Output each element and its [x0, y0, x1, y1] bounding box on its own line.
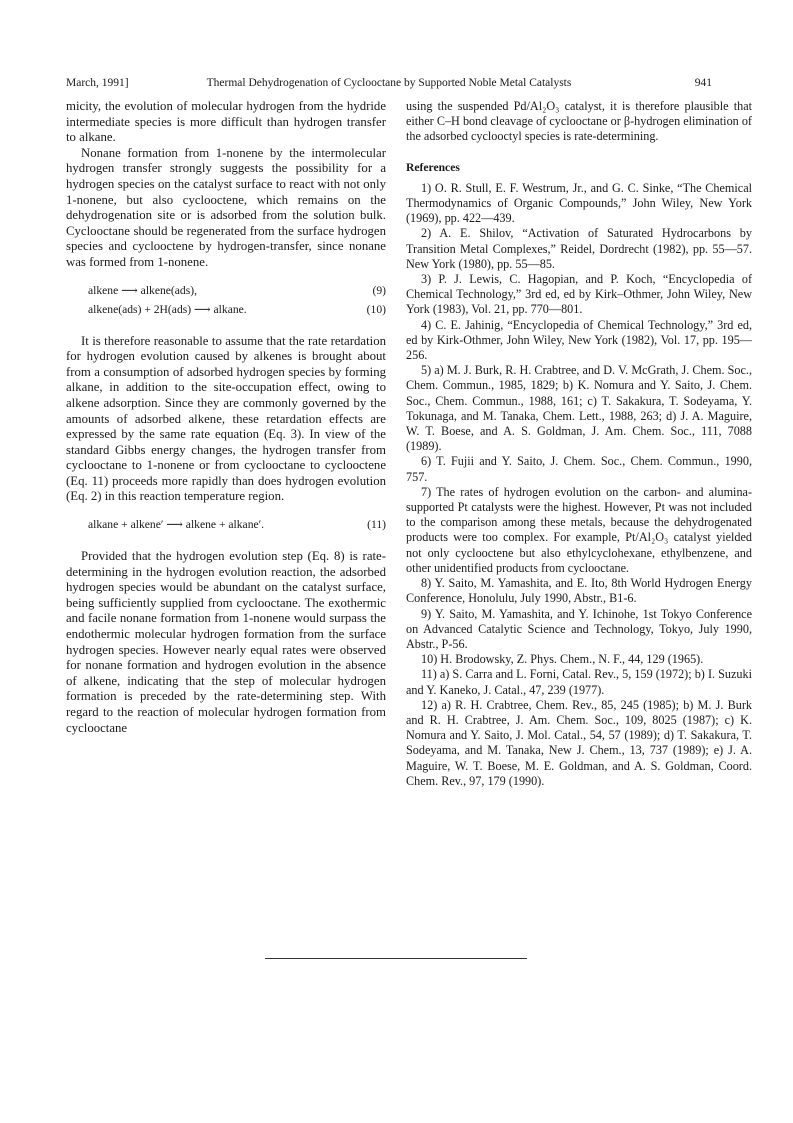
header-date: March, 1991] — [66, 77, 129, 89]
equation-block-11 — [66, 517, 386, 536]
reference-item: 4) C. E. Jahinig, “Encyclopedia of Chemical Technology,” 3rd ed, ed by Kirk-Othmer, John Wiley, New York (1982), Vol. 17, pp. 195—256. — [406, 317, 752, 363]
equation-10 — [66, 302, 386, 321]
equation-9-number: (9) — [372, 283, 386, 297]
equation-11-number: (11) — [367, 518, 386, 532]
reference-item: 2) A. E. Shilov, “Activation of Saturated Hydrocarbons by Transition Metal Complexes,” Reidel, Dordrecht (1982), pp. 55—57. New York (1980), pp. 55—85. — [406, 226, 752, 271]
equation-10-text: alkene(ads) + 2H(ads) ⟶ alkane. — [88, 302, 247, 316]
reference-item: 5) a) M. J. Burk, R. H. Crabtree, and D. V. McGrath, J. Chem. Soc., Chem. Commun., 1985, 1829; b) K. Nomura and Y. Saito, J. Chem. Soc., Chem. Commun., 1988, 161; c) T. Sakakura, T. Sodeyama, Y. Tokunaga, and M. Tanaka, Chem. Lett., 1988, 263; d) J. A. Maguire, W. T. Boese, and A. S. Goldman, J. Am. Chem. Soc., 111, 7088 (1989). — [406, 363, 752, 454]
paragraph-conclusion: using the suspended Pd/Al₂O₃ catalyst, it is therefore plausible that either C–H bond cleavage of cyclooctane or β-hydrogen elimination of the adsorbed cyclooctyl species is rate-determining. — [406, 99, 752, 144]
equation-9 — [66, 283, 386, 302]
reference-item: 11) a) S. Carra and L. Forni, Catal. Rev., 5, 159 (1972); b) I. Suzuki and Y. Kaneko, J. Catal., 47, 239 (1977). — [406, 667, 752, 697]
paragraph-continued: micity, the evolution of molecular hydrogen from the hydride intermediate species is more difficult than hydrogen transfer to alkane. — [66, 99, 386, 145]
equation-11-text: alkane + alkene′ ⟶ alkene + alkane′. — [88, 518, 265, 532]
reference-item: 7) The rates of hydrogen evolution on the carbon- and alumina-supported Pt catalysts were the highest. However, Pt was not included to the comparison among these metals, because the dehydrogenated products were too complex. For example, Pt/Al₂O₃ catalyst yielded not only cyclooctene but also ethylcyclohexane, ethylbenzene, and other unidentified products from cyclooctane. — [406, 484, 752, 575]
equation-block-9-10 — [66, 283, 386, 321]
page-number: 941 — [694, 77, 712, 89]
reference-item: 1) O. R. Stull, E. F. Westrum, Jr., and G. C. Sinke, “The Chemical Thermodynamics of Organic Compounds,” John Wiley, New York (1969), pp. 422—439. — [406, 180, 752, 226]
reference-item: 10) H. Brodowsky, Z. Phys. Chem., N. F., 44, 129 (1965). — [421, 652, 704, 667]
references-heading: References — [406, 160, 460, 174]
equation-9-text: alkene ⟶ alkene(ads), — [88, 283, 197, 297]
paragraph-rate-retardation: It is therefore reasonable to assume that the rate retardation for hydrogen evolution caused by alkenes is brought about from a consumption of adsorbed hydrogen species by forming alkane, in addition to the site-occupation effect, owing to alkene adsorption. Since they are commonly governed by the amounts of adsorbed alkene, these retardation effects are expressed by the same rate equation (Eq. 3). In view of the standard Gibbs energy changes, the hydrogen transfer from cyclooctane to 1-nonene or from cyclooctane to cyclooctene (Eq. 11) proceeds more rapidly than does hydrogen evolution (Eq. 2) in this reaction temperature region. — [66, 333, 386, 504]
reference-item: 8) Y. Saito, M. Yamashita, and E. Ito, 8th World Hydrogen Energy Conference, Honolulu, July 1990, Abstr., B1-6. — [406, 576, 752, 606]
header-title: Thermal Dehydrogenation of Cyclooctane by Supported Noble Metal Catalysts — [206, 77, 572, 89]
left-column — [66, 99, 386, 736]
equation-10-number: (10) — [366, 302, 386, 316]
reference-item: 12) a) R. H. Crabtree, Chem. Rev., 85, 245 (1985); b) M. J. Burk and R. H. Crabtree, J. Am. Chem. Soc., 109, 8025 (1987); c) K. Nomura and Y. Saito, J. Mol. Catal., 54, 57 (1989); d) T. Sakakura, T. Sodeyama, and M. Tanaka, New J. Chem., 13, 737 (1989); e) J. A. Maguire, W. T. Boese, M. E. Goldman, and A. S. Goldman, Coord. Chem. Rev., 97, 179 (1990). — [406, 697, 752, 788]
reference-item: 9) Y. Saito, M. Yamashita, and Y. Ichinohe, 1st Tokyo Conference on Advanced Catalytic Science and Technology, Tokyo, July 1990, Abstr., P-56. — [406, 606, 752, 651]
reference-item: 3) P. J. Lewis, C. Hagopian, and P. Koch, “Encyclopedia of Chemical Technology,” 3rd ed, ed by Kirk–Othmer, John Wiley, New York (1983), Vol. 21, pp. 770—801. — [406, 272, 752, 317]
equation-11 — [66, 517, 386, 536]
end-of-article-rule — [265, 958, 527, 959]
right-column — [406, 99, 752, 789]
references-list — [406, 181, 752, 789]
paragraph-nonane-formation: Nonane formation from 1-nonene by the intermolecular hydrogen transfer strongly suggests the possibility for a hydrogen species on the catalyst surface to react with not only 1-nonene, but also cyclooctene, which remains on the dehydrogenation site or is adsorbed from the solution bulk. Cyclooctane should be regenerated from the surface hydrogen species and cyclooctene by hydrogen-transfer, since nonane was formed from 1-nonene. — [66, 145, 386, 269]
reference-item: 6) T. Fujii and Y. Saito, J. Chem. Soc., Chem. Commun., 1990, 757. — [406, 454, 752, 484]
paragraph-rate-determining: Provided that the hydrogen evolution step (Eq. 8) is rate-determining in the hydrogen evolution reaction, the adsorbed hydrogen species would be abundant on the catalyst surface, being sufficiently supplied from cyclooctane. The exothermic and facile nonane formation from 1-nonene would surpass the endothermic molecular hydrogen formation from the surface hydrogen species. However nearly equal rates were observed for nonane formation and hydrogen evolution in the absence of alkene, indicating that the step of molecular hydrogen formation is preceded by the rate-determining step. With regard to the reaction of molecular hydrogen formation from cyclooctane — [66, 549, 386, 735]
